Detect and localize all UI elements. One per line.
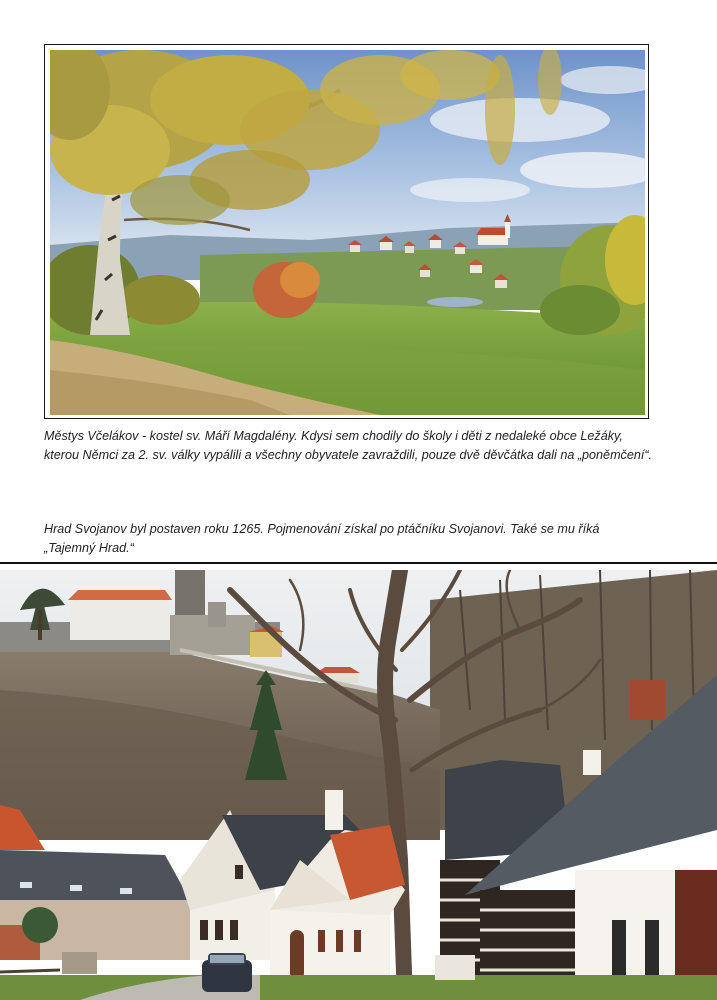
- car: [202, 953, 252, 992]
- divider-line: [0, 562, 717, 564]
- photo-bottom: [0, 570, 717, 1000]
- photo-top-frame: [44, 44, 649, 419]
- caption-bottom: Hrad Svojanov byl postaven roku 1265. Pojmenování získal po ptáčníku Svojanovi. Také se mu říká „Tajemný Hrad.“: [44, 522, 600, 555]
- caption-top: Městys Včelákov - kostel sv. Máří Magdalény. Kdysi sem chodily do školy i děti z nedaleké obce Ležáky, kterou Němci za 2. sv. války vypálili a všechny obyvatele zavraždili, pouze dvě děvčátka dali na „poněmčení“.: [44, 429, 653, 462]
- photo-top: [50, 50, 645, 415]
- long-building: [0, 850, 190, 960]
